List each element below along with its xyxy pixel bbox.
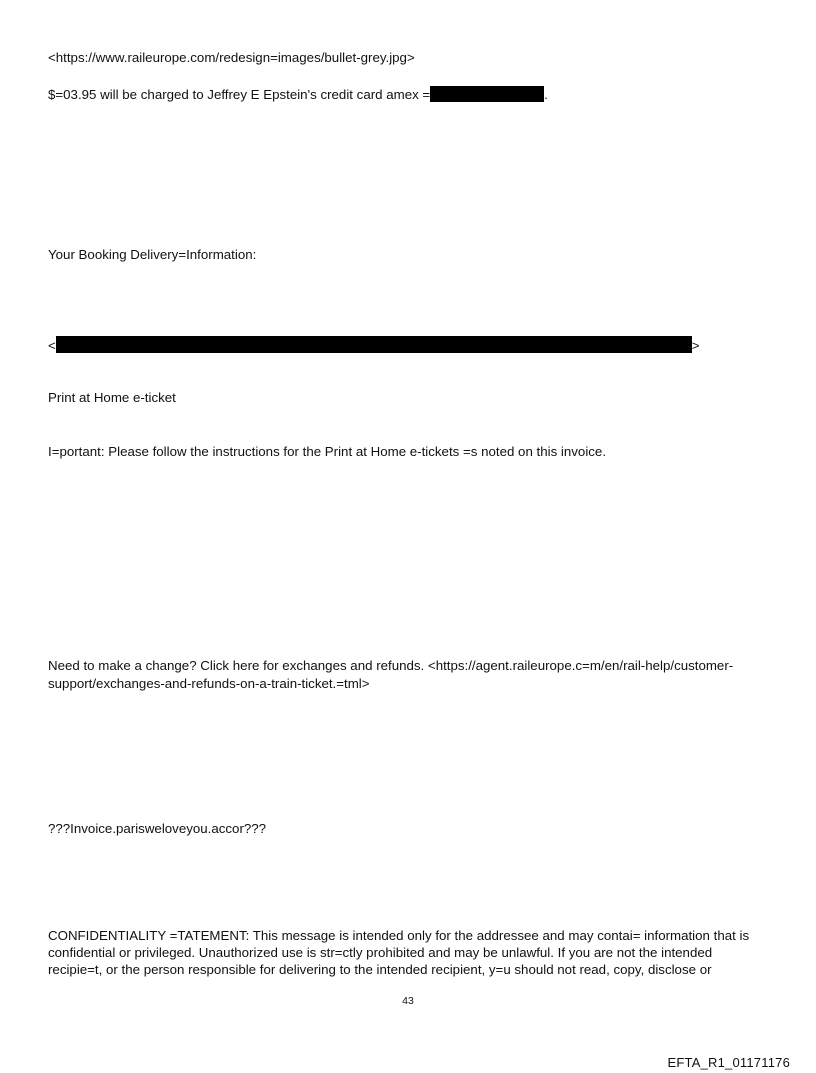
booking-delivery-heading: Your Booking Delivery=Information: xyxy=(48,247,257,262)
link-close-bracket: > xyxy=(691,338,700,353)
charge-line xyxy=(48,86,548,103)
invoice-placeholder: ???Invoice.parisweloveyou.accor??? xyxy=(48,821,267,836)
document-id: EFTA_R1_01171176 xyxy=(667,1055,790,1070)
charge-suffix: . xyxy=(544,87,548,102)
redacted-card-number xyxy=(430,86,544,102)
print-at-home-label: Print at Home e-ticket xyxy=(48,390,176,405)
change-link-line-2[interactable]: support/exchanges-and-refunds-on-a-train-ticket.=tml> xyxy=(48,676,370,691)
redacted-link xyxy=(56,336,692,353)
confidentiality-statement: CONFIDENTIALITY =TATEMENT: This message is intended only for the addressee and may contai= information that is confidential or privileged. Unauthorized use is str=ctly prohibited and may be unlawful. If you are not the intended recipie=t, or the person responsible for delivering to the intended recipient, y=u should not read, copy, disclose or xyxy=(48,928,750,977)
bullet-image-url: <https://www.raileurope.com/redesign=images/bullet-grey.jpg> xyxy=(48,50,415,65)
change-link-line-1[interactable]: Need to make a change? Click here for exchanges and refunds. <https://agent.raileurope.c=m/en/rail-help/customer- xyxy=(48,658,734,673)
important-notice: I=portant: Please follow the instructions for the Print at Home e-tickets =s noted on this invoice. xyxy=(48,444,607,459)
page-number: 43 xyxy=(402,995,414,1007)
charge-text: $=03.95 will be charged to Jeffrey E Epstein's credit card amex = xyxy=(48,87,431,102)
link-open-bracket: < xyxy=(48,338,56,353)
redacted-link-line xyxy=(48,336,700,354)
